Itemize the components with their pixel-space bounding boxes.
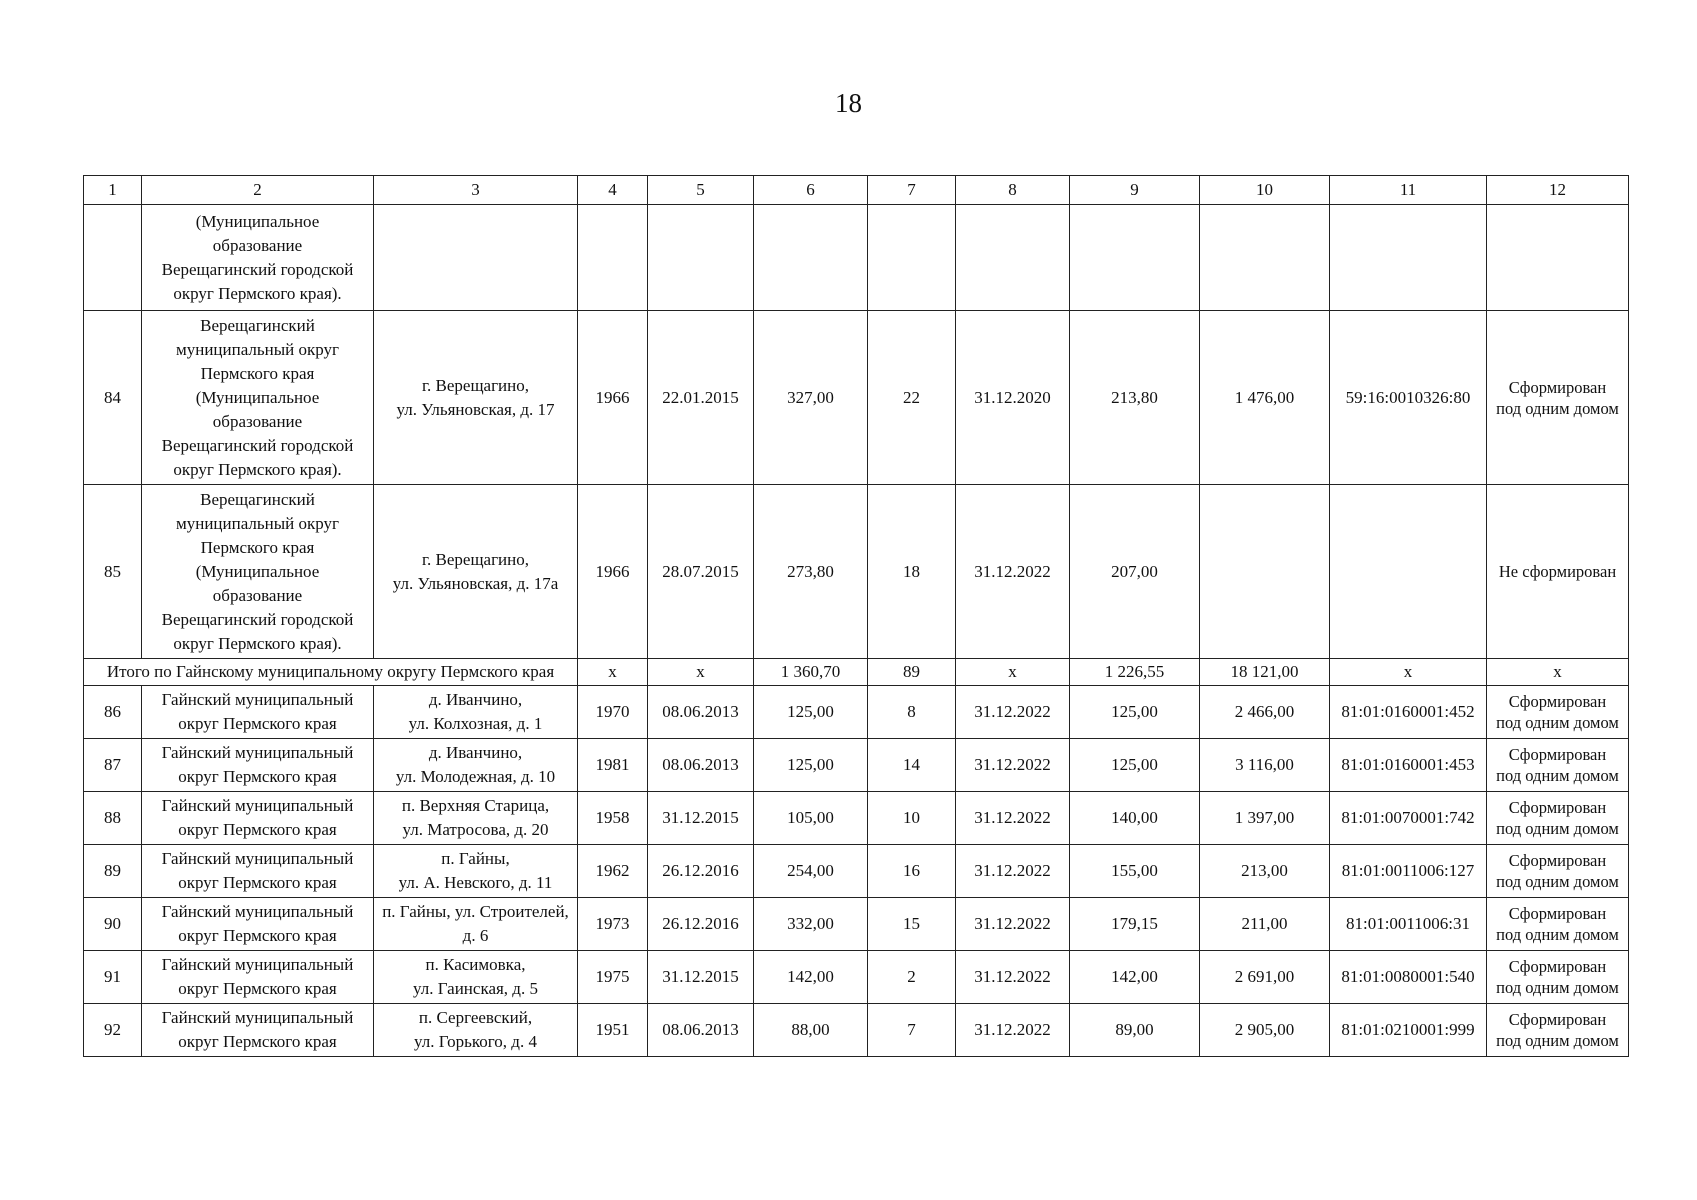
address-line: ул. Ульяновская, д. 17а [392,573,559,593]
table-row [84,739,1629,792]
municipality-line: Пермского края [200,537,315,557]
deadline-cell: 31.12.2022 [956,1004,1070,1057]
status-cell [1487,311,1629,485]
address-cell [374,792,578,845]
land-cell [1200,485,1330,659]
cadastral-cell: 81:01:0011006:31 [1330,898,1487,951]
municipality-line: Верещагинский городской [161,435,354,455]
year-cell: 1951 [578,1004,648,1057]
date-cell: 26.12.2016 [648,898,754,951]
year-cell: 1981 [578,739,648,792]
deadline-cell: 31.12.2022 [956,845,1070,898]
address-line: п. Гайны, [441,849,510,868]
municipality-line: округ Пермского края [178,714,337,733]
address-cell [374,845,578,898]
cadastral-cell: 81:01:0080001:540 [1330,951,1487,1004]
land-cell: 2 466,00 [1200,686,1330,739]
municipality-line: Верещагинский городской [161,259,354,279]
cadastral-cell: 81:01:0070001:742 [1330,792,1487,845]
area-cell [754,205,868,311]
deadline-cell: 31.12.2020 [956,311,1070,485]
deadline-cell: 31.12.2022 [956,792,1070,845]
area2-cell: 179,15 [1070,898,1200,951]
year-cell: 1973 [578,898,648,951]
deadline-cell: 31.12.2022 [956,686,1070,739]
total-value-cell: 89 [868,659,956,686]
column-header: 11 [1330,176,1487,205]
address-cell [374,311,578,485]
municipality-line: Гайнский муниципальный [161,1008,354,1027]
area-cell: 327,00 [754,311,868,485]
address-cell [374,686,578,739]
address-cell [374,951,578,1004]
column-header: 4 [578,176,648,205]
area-cell: 332,00 [754,898,868,951]
status-line: под одним домом [1496,978,1619,997]
address-cell [374,205,578,311]
municipality-line: муниципальный округ [175,339,340,359]
column-header: 3 [374,176,578,205]
status-cell [1487,739,1629,792]
municipality-line: округ Пермского края [178,767,337,786]
year-cell: 1958 [578,792,648,845]
address-line: п. Касимовка, [425,955,526,974]
area-cell: 142,00 [754,951,868,1004]
address-line: д. Иванчино, [428,690,523,709]
municipality-line: Гайнский муниципальный [161,743,354,762]
cadastral-cell: 81:01:0210001:999 [1330,1004,1487,1057]
land-cell [1200,205,1330,311]
status-line: под одним домом [1496,713,1619,732]
municipality-line: (Муниципальное [195,561,320,581]
table-row [84,311,1629,485]
address-line: п. Верхняя Старица, [401,796,550,815]
date-cell: 28.07.2015 [648,485,754,659]
deadline-cell: 31.12.2022 [956,951,1070,1004]
row-number-cell: 88 [84,792,142,845]
municipality-line: Пермского края [200,363,315,383]
municipality-cell [142,311,374,485]
cadastral-cell: 81:01:0160001:453 [1330,739,1487,792]
address-line: ул. Колхозная, д. 1 [408,714,543,733]
residents-cell: 2 [868,951,956,1004]
status-cell [1487,951,1629,1004]
status-line: под одним домом [1496,819,1619,838]
date-cell: 08.06.2013 [648,739,754,792]
cadastral-cell: 81:01:0011006:127 [1330,845,1487,898]
table-row [84,845,1629,898]
municipality-cell [142,1004,374,1057]
address-line: п. Сергеевский, [418,1008,533,1027]
status-line: под одним домом [1496,925,1619,944]
total-value-cell: х [578,659,648,686]
address-cell [374,485,578,659]
municipality-line: округ Пермского края). [173,459,342,479]
municipality-cell [142,205,374,311]
column-header: 10 [1200,176,1330,205]
municipality-line: образование [212,235,303,255]
residents-cell: 10 [868,792,956,845]
address-line: ул. Гаинская, д. 5 [413,979,538,998]
area-cell: 125,00 [754,739,868,792]
address-line: ул. Ульяновская, д. 17 [396,399,555,419]
column-number-row [84,176,1629,205]
date-cell: 22.01.2015 [648,311,754,485]
municipality-line: Верещагинский [200,489,315,509]
status-cell [1487,686,1629,739]
date-cell [648,205,754,311]
land-cell: 1 397,00 [1200,792,1330,845]
column-header: 8 [956,176,1070,205]
address-line: п. Гайны, ул. Строителей, [382,902,569,921]
area2-cell: 207,00 [1070,485,1200,659]
cadastral-cell [1330,485,1487,659]
municipality-line: округ Пермского края). [173,283,342,303]
deadline-cell: 31.12.2022 [956,739,1070,792]
municipality-line: Гайнский муниципальный [161,849,354,868]
date-cell: 31.12.2015 [648,951,754,1004]
status-cell [1487,485,1629,659]
municipality-line: округ Пермского края [178,1032,337,1051]
status-line: под одним домом [1496,398,1619,418]
date-cell: 08.06.2013 [648,686,754,739]
land-cell: 2 905,00 [1200,1004,1330,1057]
row-number-cell: 85 [84,485,142,659]
land-cell: 213,00 [1200,845,1330,898]
table-row [84,686,1629,739]
municipality-cell [142,792,374,845]
cadastral-cell: 59:16:0010326:80 [1330,311,1487,485]
status-line: Сформирован [1508,798,1607,817]
municipality-line: округ Пермского края [178,926,337,945]
total-value-cell: х [1487,659,1629,686]
total-row [84,659,1629,686]
land-cell: 2 691,00 [1200,951,1330,1004]
residents-cell: 18 [868,485,956,659]
deadline-cell [956,205,1070,311]
table-row [84,792,1629,845]
residents-cell: 8 [868,686,956,739]
deadline-cell: 31.12.2022 [956,898,1070,951]
municipality-line: муниципальный округ [175,513,340,533]
status-cell [1487,792,1629,845]
housing-registry-table [83,175,1629,1057]
land-cell: 1 476,00 [1200,311,1330,485]
area2-cell: 155,00 [1070,845,1200,898]
municipality-line: Гайнский муниципальный [161,690,354,709]
municipality-cell [142,898,374,951]
status-line: Сформирован [1508,957,1607,976]
column-header: 2 [142,176,374,205]
table-row [84,485,1629,659]
address-line: ул. Молодежная, д. 10 [395,767,556,786]
area2-cell: 125,00 [1070,686,1200,739]
column-header: 6 [754,176,868,205]
municipality-line: (Муниципальное [195,387,320,407]
municipality-cell [142,951,374,1004]
land-cell: 211,00 [1200,898,1330,951]
row-number-cell: 84 [84,311,142,485]
row-number-cell: 86 [84,686,142,739]
status-line: Сформирован [1508,904,1607,923]
address-line: д. 6 [462,926,489,945]
total-value-cell: х [648,659,754,686]
address-cell [374,898,578,951]
total-value-cell: х [956,659,1070,686]
land-cell: 3 116,00 [1200,739,1330,792]
date-cell: 31.12.2015 [648,792,754,845]
area-cell: 125,00 [754,686,868,739]
address-line: д. Иванчино, [428,743,523,762]
cadastral-cell [1330,205,1487,311]
row-number-cell [84,205,142,311]
municipality-line: Верещагинский городской [161,609,354,629]
address-line: ул. Горького, д. 4 [414,1032,537,1051]
status-line: Сформирован [1508,851,1607,870]
total-value-cell: х [1330,659,1487,686]
column-header: 9 [1070,176,1200,205]
table-body [84,176,1629,1057]
area-cell: 254,00 [754,845,868,898]
municipality-line: округ Пермского края [178,820,337,839]
residents-cell: 22 [868,311,956,485]
municipality-line: Верещагинский [200,315,315,335]
page-number: 18 [835,88,862,118]
year-cell [578,205,648,311]
row-number-cell: 90 [84,898,142,951]
row-number-cell: 92 [84,1004,142,1057]
municipality-line: Гайнский муниципальный [161,955,354,974]
municipality-line: округ Пермского края [178,873,337,892]
total-value-cell: 1 226,55 [1070,659,1200,686]
row-number-cell: 87 [84,739,142,792]
area2-cell: 213,80 [1070,311,1200,485]
table-row [84,951,1629,1004]
residents-cell: 7 [868,1004,956,1057]
municipality-cell [142,485,374,659]
residents-cell: 15 [868,898,956,951]
municipality-cell [142,686,374,739]
municipality-line: образование [212,585,303,605]
row-number-cell: 91 [84,951,142,1004]
status-line: Сформирован [1508,745,1607,764]
column-header: 12 [1487,176,1629,205]
area2-cell: 142,00 [1070,951,1200,1004]
municipality-line: Гайнский муниципальный [161,796,354,815]
status-cell [1487,1004,1629,1057]
status-line: Сформирован [1508,692,1607,711]
area2-cell [1070,205,1200,311]
municipality-line: Гайнский муниципальный [161,902,354,921]
municipality-cell [142,739,374,792]
residents-cell: 14 [868,739,956,792]
area2-cell: 125,00 [1070,739,1200,792]
address-cell [374,739,578,792]
total-label-cell: Итого по Гайнскому муниципальному округу Пермского края [84,659,578,686]
status-line: под одним домом [1496,1031,1619,1050]
row-number-cell: 89 [84,845,142,898]
address-line: ул. Матросова, д. 20 [402,820,549,839]
total-value-cell: 18 121,00 [1200,659,1330,686]
municipality-line: округ Пермского края). [173,633,342,653]
column-header: 5 [648,176,754,205]
area-cell: 273,80 [754,485,868,659]
table-row [84,898,1629,951]
address-line: г. Верещагино, [421,549,530,569]
column-header: 1 [84,176,142,205]
municipality-line: (Муниципальное [195,211,320,231]
cadastral-cell: 81:01:0160001:452 [1330,686,1487,739]
status-cell [1487,205,1629,311]
municipality-line: округ Пермского края [178,979,337,998]
total-value-cell: 1 360,70 [754,659,868,686]
address-line: г. Верещагино, [421,375,530,395]
area2-cell: 89,00 [1070,1004,1200,1057]
address-line: ул. А. Невского, д. 11 [398,873,553,892]
date-cell: 08.06.2013 [648,1004,754,1057]
year-cell: 1966 [578,311,648,485]
deadline-cell: 31.12.2022 [956,485,1070,659]
status-cell [1487,898,1629,951]
status-line: Сформирован [1508,1010,1607,1029]
year-cell: 1970 [578,686,648,739]
year-cell: 1962 [578,845,648,898]
status-line: под одним домом [1496,872,1619,891]
area-cell: 105,00 [754,792,868,845]
municipality-line: образование [212,411,303,431]
date-cell: 26.12.2016 [648,845,754,898]
residents-cell: 16 [868,845,956,898]
table-row [84,1004,1629,1057]
residents-cell [868,205,956,311]
column-header: 7 [868,176,956,205]
year-cell: 1975 [578,951,648,1004]
continuation-row [84,205,1629,311]
status-line: под одним домом [1496,766,1619,785]
status-line: Не сформирован [1498,562,1617,581]
address-cell [374,1004,578,1057]
status-cell [1487,845,1629,898]
status-line: Сформирован [1508,377,1607,397]
area-cell: 88,00 [754,1004,868,1057]
year-cell: 1966 [578,485,648,659]
area2-cell: 140,00 [1070,792,1200,845]
municipality-cell [142,845,374,898]
